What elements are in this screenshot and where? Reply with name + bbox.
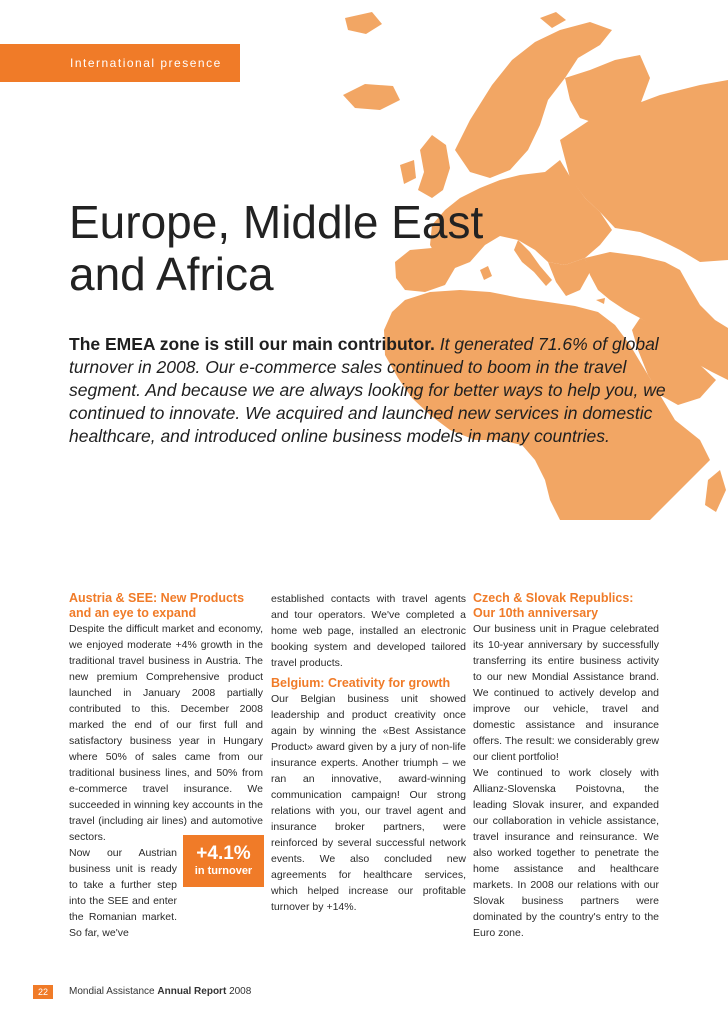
- footer-year: 2008: [229, 986, 252, 997]
- belgium-heading: Belgium: Creativity for growth: [271, 676, 451, 690]
- page-number: 22: [33, 985, 53, 999]
- belgium-body: Our Belgian business unit showed leadership and product creativity once again by winning the «Best Assistance Product» award given by a jury of non-life insurance experts. Another triumph – we ran an innovative, award-winning communication campaign! Our strong relations with you, our travel agent and insurance broker partners, were reinforced by several successful network events. We also concluded new agreements for healthcare services, which helped increase our profitable turnover by +14%.: [271, 693, 466, 913]
- austria-body: Despite the difficult market and economy, we enjoyed moderate +4% growth in the traditional travel business in Austria. The new premium Comprehensive product launched in January 2008 partially contributed to this. December 2008 marked the end of our first full and satisfactory business year in Hungary where 50% of sales came from our traditional business lines, and 50% from e-commerce travel insurance. We succeeded in winning key accounts in the travel (including air lines) and automotive sectors.: [69, 623, 263, 843]
- footer-report: Annual Report: [157, 986, 227, 997]
- austria-body-end: established contacts with travel agents and tour operators. We've completed a home web page, installed an electronic booking system and developed tailored travel products.: [271, 593, 466, 669]
- austria-body-continued: Now our Austrian business unit is ready to take a further step into the SEE and enter the Romanian market. So far, we've: [69, 847, 177, 939]
- turnover-badge: [183, 835, 264, 887]
- footer-brand: Mondial Assistance: [69, 986, 155, 997]
- page-title: [69, 196, 483, 300]
- column-austria: [69, 591, 263, 941]
- column-czech-slovak: [473, 591, 659, 941]
- czech-heading-line-2: Our 10th anniversary: [473, 606, 599, 620]
- turnover-badge-value: +4.1%: [196, 843, 251, 864]
- section-tab-label: International presence: [70, 56, 222, 70]
- czech-body-2: We continued to work closely with Allianz-Slovenska Poistovna, the leading Slovak insurer, and expanded our collaboration in vehicle assistance, travel insurance and reinsurance. We also worked together to penetrate the home assistance and healthcare markets. In 2008 our relations with our Slovak business partners were dominated by the country's entry to the Euro zone.: [473, 767, 659, 939]
- page-title-line-2: and Africa: [69, 248, 274, 300]
- column-belgium: [271, 591, 466, 915]
- czech-heading-line-1: Czech & Slovak Republics:: [473, 591, 634, 605]
- lead-italic: It generated 71.6% of global turnover in 2008. Our e-commerce sales continued to boom in the travel segment. And because we are always looking for better ways to help you, we continued to innovate. We acquired and launched new services in domestic healthcare, and introduced online business models in many countries.: [69, 334, 666, 446]
- footer-caption: [69, 986, 251, 997]
- section-tab: [0, 44, 240, 82]
- turnover-badge-label: in turnover: [194, 865, 253, 877]
- czech-heading: [473, 591, 659, 621]
- lead-paragraph: [69, 333, 669, 448]
- austria-heading: Austria & SEE: New Products and an eye to expand: [69, 591, 245, 620]
- page-title-line-1: Europe, Middle East: [69, 196, 484, 248]
- lead-bold: The EMEA zone is still our main contributor.: [69, 334, 435, 354]
- czech-body-1: Our business unit in Prague celebrated its 10-year anniversary by successfully transferring its entire business activity to our new Mondial Assistance brand. We continued to actively develop and improve our vehicle, travel and domestic assistance and insurance offers. The result: we considerably grew our client portfolio!: [473, 623, 659, 763]
